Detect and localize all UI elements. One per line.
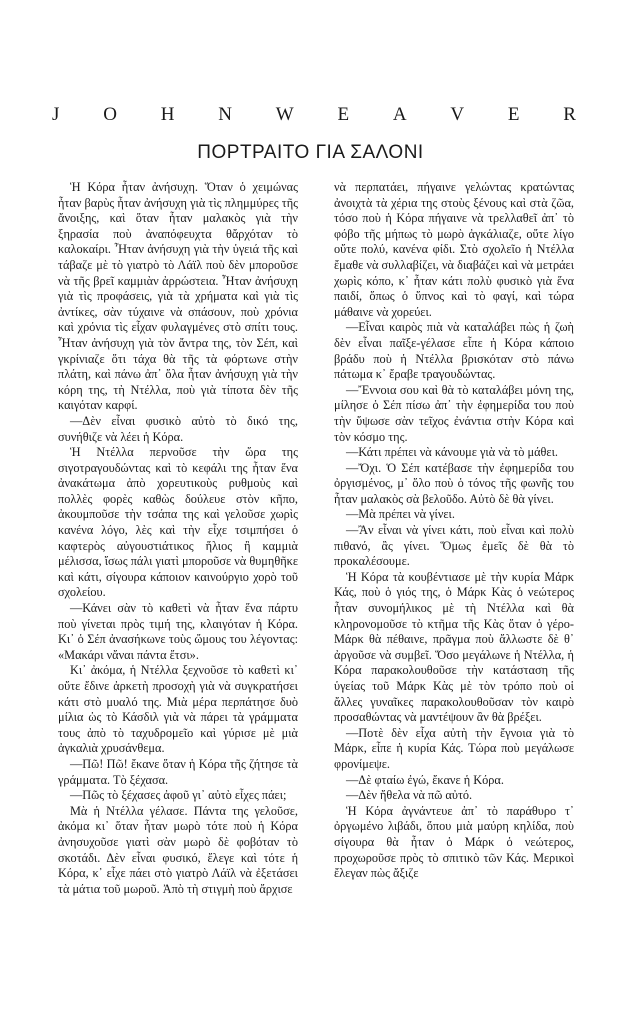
paragraph: —Πῶς τὸ ξέχασες ἀφοῦ γι᾽ αὐτὸ εἶχες πάει; [70,788,287,803]
paragraph: —Εἶναι καιρὸς πιὰ νὰ καταλάβει πὼς ἡ ζωὴ δὲν εἶναι παῖξε-γέλασε εἶπε ἡ Κόρα κάποιο βράδυ ποὺ ἡ Ντέλλα βρισκόταν στὸ πάνω πάτωμα κ᾽ ἔραβε τραγουδώντας. [334,320,574,382]
author-letter: W [275,104,294,125]
author-name [52,104,576,126]
author-letter: E [337,104,350,125]
author-letter: N [218,104,232,125]
paragraph: Ἡ Ντέλλα περνοῦσε τὴν ὥρα της σιγοτραγουδώντας καὶ τὸ κεφάλι της ἦταν ἕνα ἀνακάτωμα ἀπὸ χορευτικοὺς ρυθμοὺς καὶ πολλὲς φορὲς καθὼς δούλευε στὸν κῆπο, ἀκουμποῦσε τὴν τσάπα της καὶ γελοῦσε χωρὶς κανένα λόγο, λὲς καὶ τὴν εἶχε τσιμπήσει ὁ καφτερὸς αὐγουστιάτικος ἥλιος ἢ καμμιὰ μέλισσα, ἴσως πάλι γιατὶ μποροῦσε νὰ θυμηθῆκε καὶ κάτι, σίγουρα κάποιον καινούργιο χορὸ τοῦ σχολείου. [58,445,299,600]
paragraph: —Ποτὲ δὲν εἶχα αὐτὴ τὴν ἔγνοια γιὰ τὸ Μάρκ, εἶπε ἡ κυρία Κάς. Τώρα ποὺ μεγάλωσε φρονίμεψε. [334,725,574,771]
paragraph: —Κάτι πρέπει νὰ κάνουμε γιὰ νὰ τὸ μάθει. [346,445,558,460]
paragraph: Κι᾽ ἀκόμα, ἡ Ντέλλα ξεχνοῦσε τὸ καθετὶ κι᾽ οὔτε ἔδινε ἀρκετὴ προσοχὴ γιὰ νὰ συγκρατήσει κάτι στὸ μυαλό της. Μιὰ μέρα περπάτησε δυὸ μίλια ὡς τὸ Κάσδιλ γιὰ νὰ πάρει τὰ γράμματα τους ἀπὸ τὸ ταχυδρομεῖο καὶ γύρισε μὲ μιὰ ἀγκαλιὰ χρυσάνθεμα. [58,663,298,756]
paragraph: —Δὲ φταίω ἐγώ, ἔκανε ἡ Κόρα. [346,772,504,787]
paragraph: Ἡ Κόρα τὰ κουβέντιασε μὲ τὴν κυρία Μάρκ Κάς, ποὺ ὁ γιός της, ὁ Μάρκ Κὰς ὁ νεώτερος ἦταν συνομήλικος μὲ τὴ Ντέλλα καὶ θὰ κληρονομοῦσε τὸ κτῆμα τῆς Κὰς ὅταν ὁ γέρο-Μάρκ θὰ πέθαινε, πρᾶγμα ποὺ ἄλλωστε δὲ θ᾽ ἀργοῦσε νὰ συμβεῖ. Ὅσο μεγάλωνε ἡ Ντέλλα, ἡ Κόρα παρακολουθοῦσε τὴν κατάσταση τῆς ὑγείας τοῦ Μάρκ Κὰς μὲ τὸν τρόπο ποὺ οἱ ἄλλες γυναῖκες παρακολουθοῦσαν τὸν καιρὸ προσαθώντας νὰ μαντέψουν ἂν θὰ βρέξει. [334,569,574,725]
paragraph: —Ἂν εἶναι νὰ γίνει κάτι, ποὺ εἶναι καὶ πολὺ πιθανό, ἂς γίνει. Ὅμως ἐμεῖς δὲ θὰ τὸ προκαλέσουμε. [334,523,574,569]
paragraph: Μὰ ἡ Ντέλλα γέλασε. Πάντα της γελοῦσε, ἀκόμα κι᾽ ὅταν ἦταν μωρὸ τότε ποὺ ἡ Κόρα ἀνησυχοῦσε γιατὶ σὰν μωρὸ δὲ φοβόταν τὸ σκοτάδι. Δὲν εἶναι φυσικό, ἔλεγε καὶ τότε ἡ Κόρα, κ᾽ εἶχε πάει στὸ γιατρὸ Λάϊλ νὰ ἐξετάσει τὰ μάτια τοῦ μωροῦ. Ἀπὸ τὴ στιγμὴ ποὺ ἄρχισε [58,803,298,896]
story-title: ΠΟΡΤΡΑΙΤΟ ΓΙΑ ΣΑΛΟΝΙ [197,142,424,163]
author-letter: E [507,104,520,125]
author-letter: R [563,104,576,125]
author-letter: H [160,104,175,125]
paragraph: —Δὲν ἤθελα νὰ πῶ αὐτό. [346,788,473,803]
author-letter: V [450,104,465,125]
paragraph: νὰ περπατάει, πήγαινε γελώντας κρατώντας ἀνοιχτὰ τὰ χέρια της στοὺς ξένους καὶ στὰ ζῶα, τόσο ποὺ ἡ Κόρα πήγαινε νὰ τρελλαθεῖ ἀπ᾽ τὸ φόβο τῆς μήπως τὸ μωρὸ ἀγκάλιαζε, οὔτε λίγο οὔτε πολύ, κανένα φίδι. Στὸ σχολεῖο ἡ Ντέλλα ἔμαθε νὰ συλλαβίζει, νὰ διαβάζει καὶ νὰ μετράει χωρὶς κόπο, κ᾽ ἦταν κάτι πολὺ φυσικὸ γιὰ ἕνα παιδί, ὅπως ὁ ὕπνος καὶ τὸ φαγί, καὶ τώρα μάθαινε νὰ χορεύει. [334,180,574,319]
paragraph: —Κάνει σὰν τὸ καθετὶ νὰ ἦταν ἕνα πάρτυ ποὺ γίνεται πρὸς τιμή της, κλαιγόταν ἡ Κόρα. Κι᾽ ὁ Σέπ ἀνασήκωνε τοὺς ὤμους του λέγοντας: «Μακάρι νἄναι πάντα ἔτσι». [58,601,298,662]
author-letter: A [392,104,407,125]
paragraph: —Ὄχι. Ὁ Σέπ κατέβασε τὴν ἐφημερίδα του ὀργισμένος, μ᾽ ὅλο ποὺ ὁ τόνος τῆς φωνῆς του ἦταν μαλακὸς σὰ βελοῦδο. Αὐτὸ δὲ θὰ γίνει. [334,460,574,506]
paragraph: Ἡ Κόρα ἦταν ἀνήσυχη. Ὅταν ὁ χειμώνας ἦταν βαρὺς ἦταν ἀνήσυχη γιὰ τὶς πλημμύρες τῆς ἄνοιξης, καὶ ὅταν ἦταν μαλακὸς γιὰ τὴν ξηρασία ποὺ ἀναπόφευχτα θἄρχόταν τὸ καλοκαίρι. Ἦταν ἀνήσυχη γιὰ τὴν ὑγειά τῆς καὶ τάβαζε μὲ τὸ γιατρὸ τὸ Λάϊλ ποὺ δὲν μποροῦσε νὰ τῆς βρεῖ καμμιὰν ἀρρώστεια. Ἦταν ἀνήσυχη γιὰ τὶς προφάσεις, γιὰ τὰ χρήματα καὶ γιὰ τὶς ἀντίκες, σὰν τύχαινε νὰ σπάσουν, ποὺ χρόνια καὶ χρόνια τὶς εἶχαν φυλαγμένες στὸ σπίτι τους. Ἦταν ἀνήσυχη γιὰ τὸν ἄντρα της, τὸν Σέπ, καὶ γκρίνιαζε ὅτι τάχα θὰ τῆς τὰ φόρτωνε στὴν πλάτη, καὶ πάνω ἀπ᾽ ὅλα ἦταν ἀνήσυχη γιὰ τὴν κόρη της, τὴ Ντέλλα, ποὺ γιὰ τίποτα δὲν τῆς καιγόταν καρφί. [58,180,298,413]
paragraph: —Δὲν εἶναι φυσικὸ αὐτὸ τὸ δικό της, συνήθιζε νὰ λέει ἡ Κόρα. [58,413,298,444]
paragraph: Ἡ Κόρα ἀγνάντευε ἀπ᾽ τὸ παράθυρο τ᾽ ὀργωμένο λιβάδι, ὅπου μιὰ μαύρη κηλίδα, ποὺ σίγουρα θὰ ἦταν ὁ Μάρκ ὁ νεώτερος, προχωροῦσε πρὸς τὸ σπιτικὸ τῶν Κάς. Μερικοὶ ἔλεγαν πὼς ἄξιζε [334,803,574,881]
paragraph: —Μὰ πρέπει νὰ γίνει. [346,507,455,522]
author-letter: J [52,104,60,125]
paragraph: —Πῶ! Πῶ! ἔκανε ὅταν ἡ Κόρα τῆς ζήτησε τὰ γράμματα. Τὸ ξέχασα. [58,756,298,787]
text-column-left [58,180,298,897]
paragraph: —Ἔννοια σου καὶ θὰ τὸ καταλάβει μόνη της, μίλησε ὁ Σέπ πίσω ἀπ᾽ τὴν ἐφημερίδα του ποὺ τὴν ὕψωσε σὰν τεῖχος ἐνάντια στὴν Κόρα καὶ τὸν κόσμο της. [334,382,574,444]
text-column-right [334,180,574,882]
author-letter: O [103,104,117,125]
